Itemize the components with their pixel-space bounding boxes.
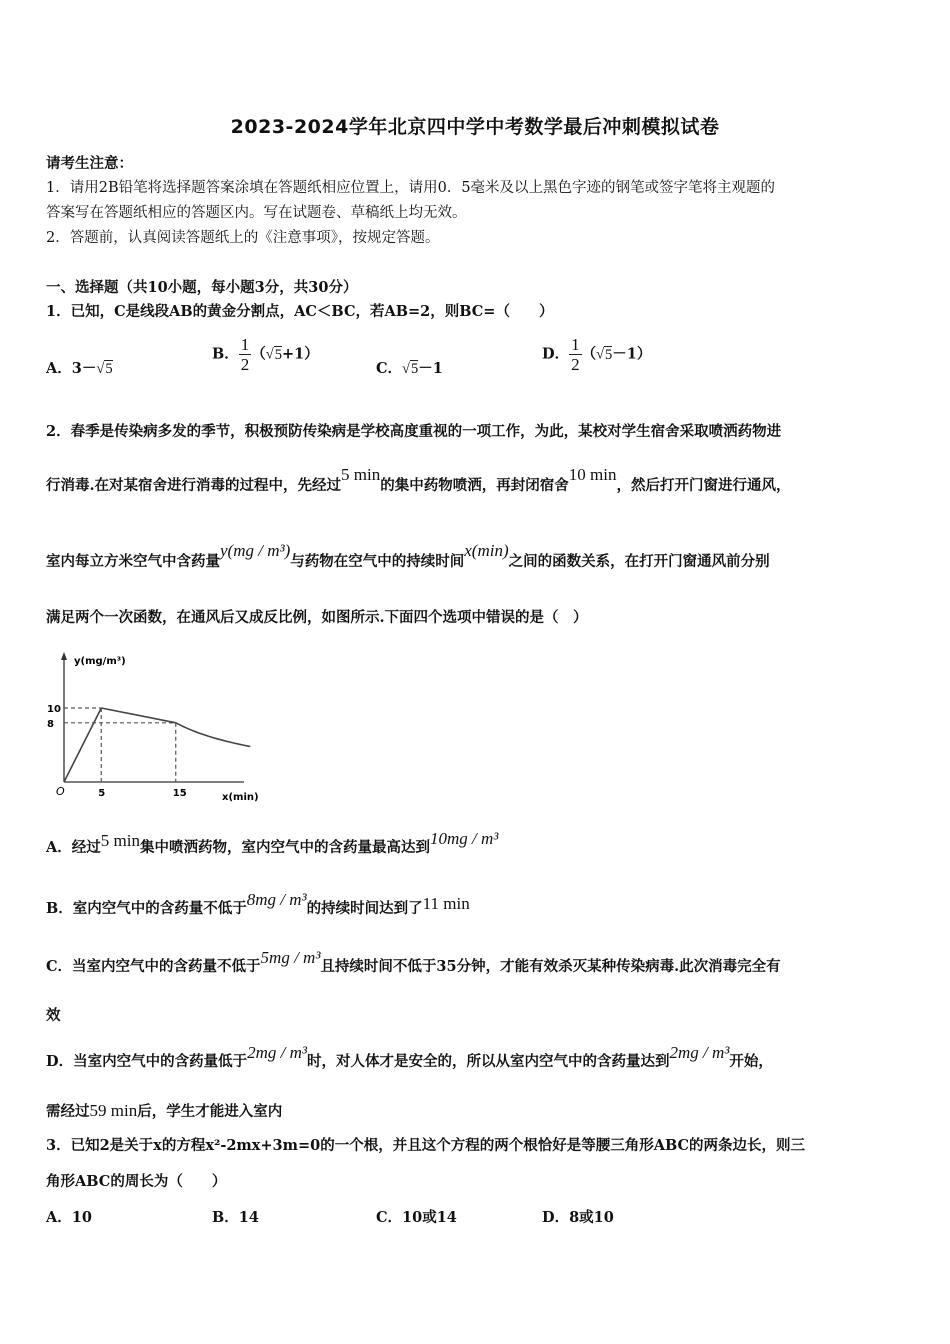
- q1-option-d: D． $\frac{1}{2}$ （√5－1）: [542, 335, 652, 374]
- notice-heading: 请考生注意：: [46, 155, 133, 172]
- q2-option-c: C．当室内空气中的含药量不低于5mg / m³且持续时间不低于35分钟，才能有效杀灭某种传染病毒.此次消毒完全有: [46, 948, 781, 975]
- section-heading: 一、选择题（共10小题，每小题3分，共30分）: [46, 279, 358, 296]
- y-axis-label: y(mg/m³): [74, 656, 126, 667]
- x-tick-label: 5: [98, 788, 106, 799]
- x-axis-label: x(min): [222, 792, 259, 803]
- series-line-spraying: [64, 708, 101, 782]
- page-title: 2023-2024学年北京四中学中考数学最后冲刺模拟试卷: [230, 116, 720, 138]
- fraction: $\frac{1}{2}$: [240, 335, 250, 374]
- x-tick-label: 15: [172, 788, 187, 799]
- q2-option-d-cont: 需经过59 min后，学生才能进入室内: [46, 1101, 283, 1120]
- y-tick-label: 10: [47, 704, 61, 715]
- origin-label: O: [56, 785, 65, 798]
- sqrt-icon: √5: [596, 346, 613, 363]
- q2-option-c-cont: 效: [46, 1007, 61, 1024]
- q3-option-a: A．10: [46, 1209, 92, 1226]
- q3-line-2: 角形ABC的周长为（ ）: [46, 1173, 227, 1190]
- series-line-ventilation: [176, 723, 251, 747]
- notice-line-1: 1．请用2B铅笔将选择题答案涂填在答题纸相应位置上，请用0．5毫米及以上黑色字迹的钢笔或签字笔将主观题的: [46, 180, 776, 196]
- q1-b-label: B．: [212, 345, 239, 363]
- y-axis-arrow-icon: [61, 652, 67, 660]
- q2-line-2: 行消毒.在对某宿舍进行消毒的过程中，先经过5 min的集中药物喷洒，再封闭宿舍10 min，然后打开门窗进行通风，: [46, 465, 791, 494]
- q3-line-1: 3．已知2是关于x的方程x²-2mx+3m=0的一个根，并且这个方程的两个根恰好是等腰三角形ABC的两条边长，则三: [46, 1137, 806, 1154]
- q3-option-d: D．8或10: [542, 1209, 614, 1226]
- sqrt-icon: √5: [402, 361, 419, 377]
- q1-option-c: C．√5－1: [376, 360, 443, 377]
- notice-line-3: 2．答题前，认真阅读答题纸上的《注意事项》，按规定答题。: [46, 230, 440, 246]
- q2-option-a: A．经过5 min集中喷洒药物，室内空气中的含药量最高达到10mg / m³: [46, 829, 499, 856]
- sqrt-icon: √5: [265, 346, 282, 363]
- q1-option-a: [46, 357, 113, 378]
- q1-option-b: B． $\frac{1}{2}$ （√5+1）: [212, 335, 319, 374]
- q2-option-b: B．室内空气中的含药量不低于8mg / m³的持续时间达到了11 min: [46, 890, 470, 917]
- q2-line-3: 室内每立方米空气中含药量y(mg / m³)与药物在空气中的持续时间x(min)之间的函数关系，在打开门窗通风前分别: [46, 541, 770, 570]
- chart-ticks: [47, 704, 187, 799]
- series-line-closed: [101, 708, 176, 723]
- q3-option-b: B．14: [212, 1209, 259, 1226]
- q2-line-4: 满足两个一次函数，在通风后又成反比例，如图所示.下面四个选项中错误的是（ ）: [46, 609, 588, 626]
- notice-line-2: 答案写在答题纸相应的答题区内。写在试题卷、草稿纸上均无效。: [46, 205, 467, 221]
- fraction: $\frac{1}{2}$: [571, 335, 580, 374]
- q2-graph: [44, 648, 264, 810]
- q2-line-1: 2．春季是传染病多发的季节，积极预防传染病是学校高度重视的一项工作，为此，某校对学生宿舍采取喷洒药物进: [46, 423, 782, 440]
- chart-lines: [64, 708, 250, 782]
- sqrt-icon: √5: [96, 361, 113, 377]
- q2-option-d: D．当室内空气中的含药量低于2mg / m³时，对人体才是安全的，所以从室内空气中的含药量达到2mg / m³开始，: [46, 1043, 773, 1070]
- q1-a-label: A．3－: [46, 360, 97, 377]
- q3-option-c: C．10或14: [376, 1209, 457, 1226]
- q1-stem: 1．已知，C是线段AB的黄金分割点，AC＜BC，若AB=2，则BC=（ ）: [46, 303, 554, 320]
- y-tick-label: 8: [47, 718, 54, 730]
